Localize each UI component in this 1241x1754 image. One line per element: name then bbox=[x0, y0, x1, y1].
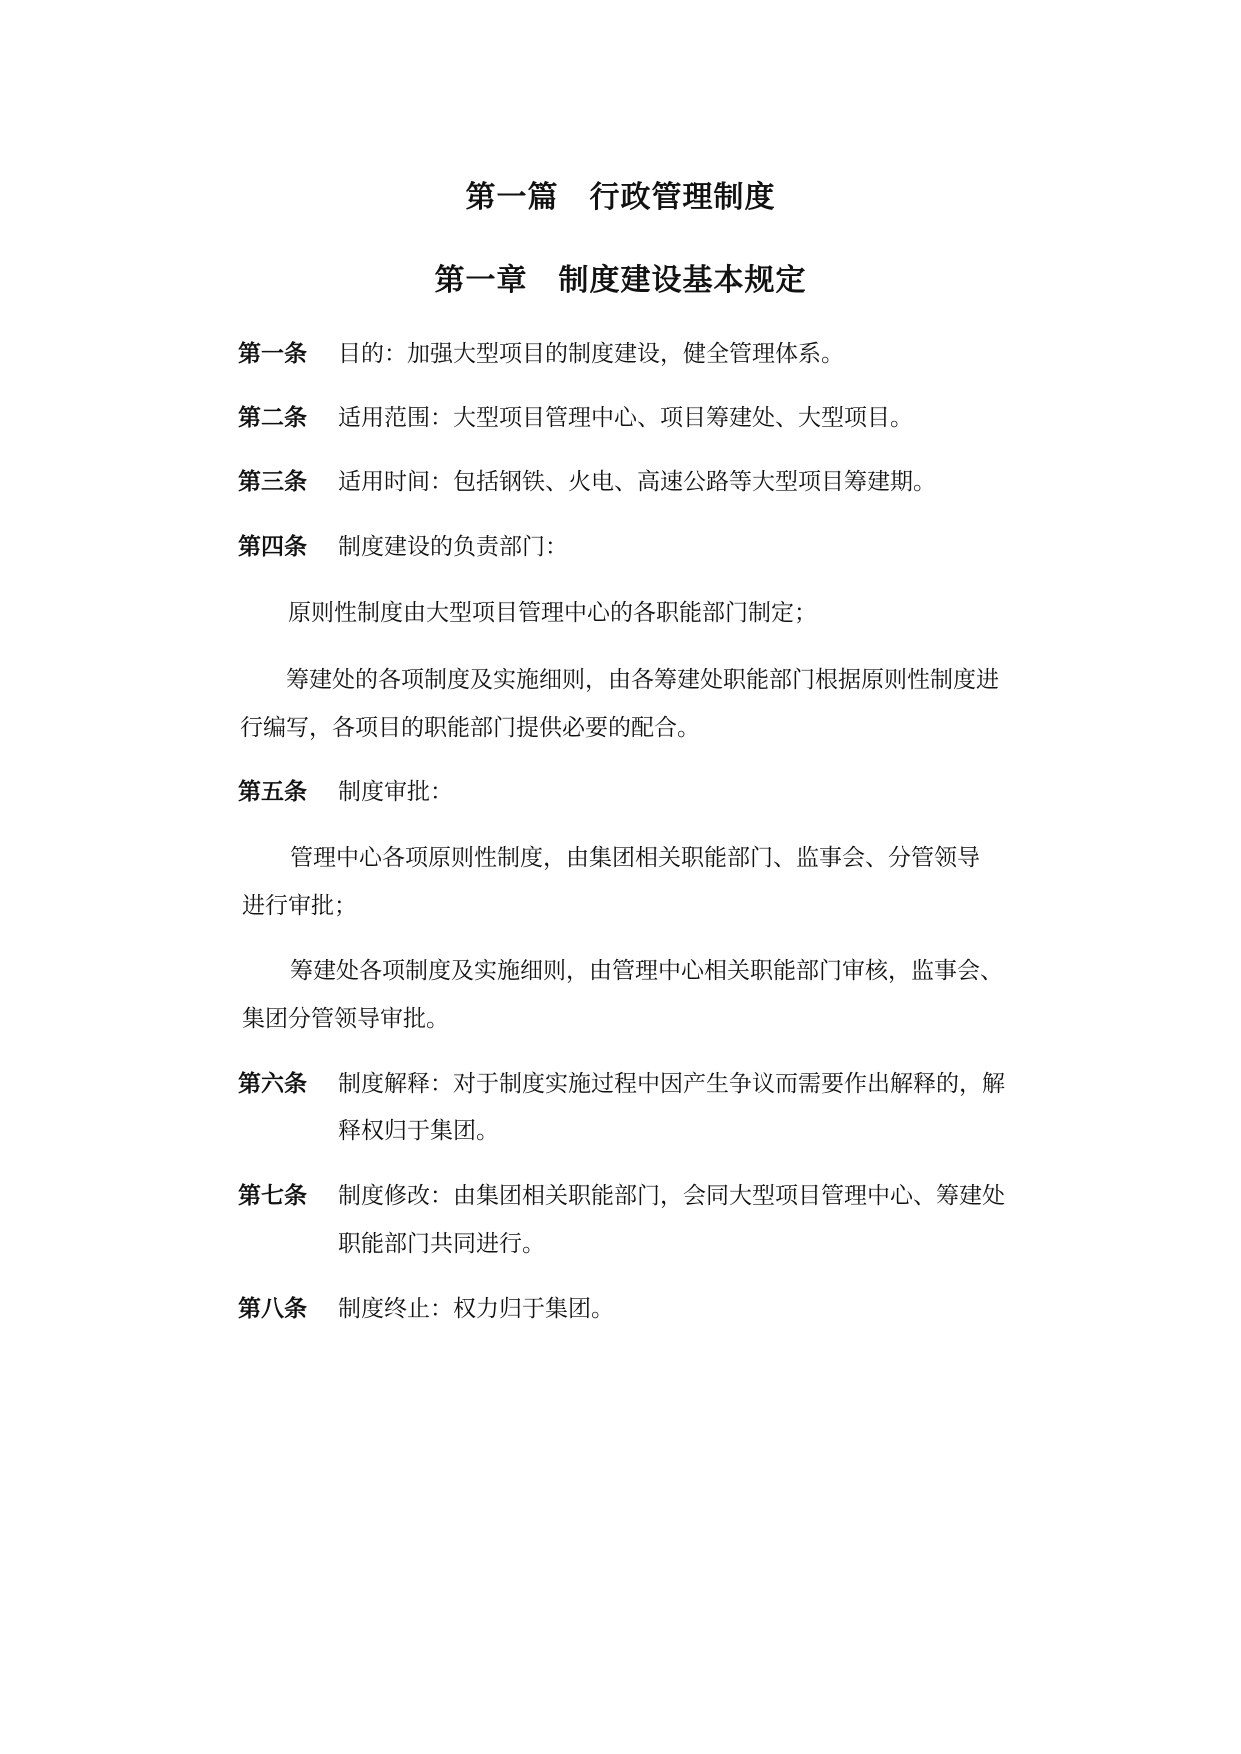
article-label: 第八条 bbox=[238, 1296, 307, 1322]
article-6-continuation: 释权归于集团。 bbox=[338, 1118, 499, 1144]
article-5-paragraph: 管理中心各项原则性制度，由集团相关职能部门、监事会、分管领导 bbox=[290, 845, 980, 871]
chapter-title: 第一章 制度建设基本规定 bbox=[434, 263, 807, 298]
part-title: 第一篇 行政管理制度 bbox=[465, 180, 776, 215]
article-text: 适用时间：包括钢铁、火电、高速公路等大型项目筹建期。 bbox=[338, 469, 936, 495]
article-label: 第五条 bbox=[238, 779, 307, 805]
article-label: 第七条 bbox=[238, 1183, 307, 1209]
article-text: 制度终止：权力归于集团。 bbox=[338, 1296, 614, 1322]
article-label: 第二条 bbox=[238, 405, 307, 431]
article-label: 第一条 bbox=[238, 341, 307, 367]
article-text: 制度解释：对于制度实施过程中因产生争议而需要作出解释的，解 bbox=[338, 1071, 1005, 1097]
article-8 bbox=[238, 1293, 614, 1325]
article-label: 第四条 bbox=[238, 534, 307, 560]
article-label: 第六条 bbox=[238, 1071, 307, 1097]
article-text: 适用范围：大型项目管理中心、项目筹建处、大型项目。 bbox=[338, 405, 913, 431]
article-5-paragraph-continuation: 进行审批； bbox=[242, 893, 357, 919]
article-text: 制度建设的负责部门： bbox=[338, 534, 568, 560]
article-text: 制度审批： bbox=[338, 779, 453, 805]
article-text: 制度修改：由集团相关职能部门，会同大型项目管理中心、筹建处 bbox=[338, 1183, 1005, 1209]
article-7-continuation: 职能部门共同进行。 bbox=[338, 1231, 545, 1257]
article-4-paragraph: 原则性制度由大型项目管理中心的各职能部门制定； bbox=[288, 600, 817, 626]
article-6 bbox=[238, 1068, 1005, 1100]
article-1 bbox=[238, 338, 844, 370]
article-5 bbox=[238, 776, 453, 808]
article-text: 目的：加强大型项目的制度建设，健全管理体系。 bbox=[338, 341, 844, 367]
article-label: 第三条 bbox=[238, 469, 307, 495]
article-4-paragraph-continuation: 行编写，各项目的职能部门提供必要的配合。 bbox=[240, 715, 700, 741]
article-3 bbox=[238, 466, 936, 498]
article-2 bbox=[238, 402, 913, 434]
article-5-paragraph-continuation: 集团分管领导审批。 bbox=[242, 1006, 449, 1032]
article-7 bbox=[238, 1180, 1005, 1212]
article-5-paragraph: 筹建处各项制度及实施细则，由管理中心相关职能部门审核，监事会、 bbox=[290, 958, 1003, 984]
article-4-paragraph: 筹建处的各项制度及实施细则，由各筹建处职能部门根据原则性制度进 bbox=[286, 667, 999, 693]
article-4 bbox=[238, 531, 568, 563]
